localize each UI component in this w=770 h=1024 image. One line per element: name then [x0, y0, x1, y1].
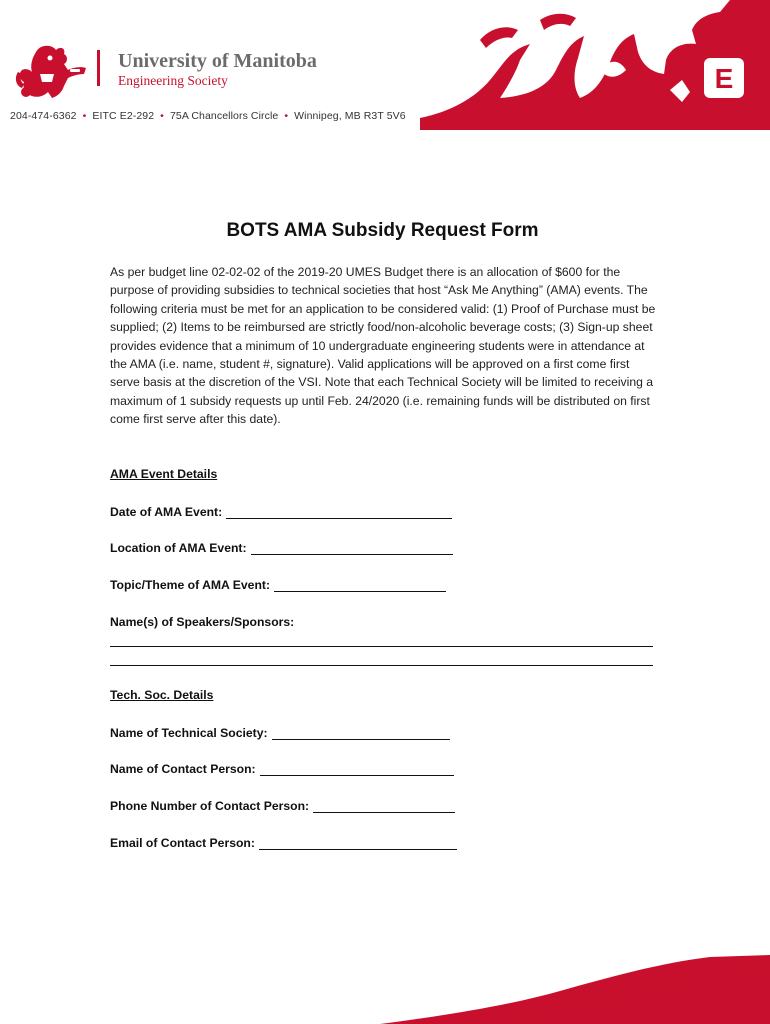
speakers-label: Name(s) of Speakers/Sponsors: — [110, 615, 295, 629]
society-label: Name of Technical Society: — [110, 726, 268, 740]
bullet-separator: • — [82, 110, 87, 122]
date-label: Date of AMA Event: — [110, 505, 223, 519]
organization-name: University of Manitoba — [118, 50, 317, 72]
location-blank-line[interactable] — [251, 541, 453, 555]
speakers-blank-line-1[interactable] — [110, 646, 653, 647]
speakers-field — [110, 615, 294, 629]
society-blank-line[interactable] — [272, 726, 450, 740]
email-label: Email of Contact Person: — [110, 836, 255, 850]
footer-decorative-swoosh — [380, 955, 770, 1024]
contact-line — [10, 110, 406, 122]
contact-street: 75A Chancellors Circle — [169, 110, 279, 122]
contact-person-field[interactable] — [110, 762, 454, 776]
speakers-blank-line-2[interactable] — [110, 665, 653, 666]
location-field[interactable] — [110, 541, 453, 555]
phone-field[interactable] — [110, 799, 455, 813]
contact-city: Winnipeg, MB R3T 5V6 — [294, 110, 406, 122]
phone-label: Phone Number of Contact Person: — [110, 799, 310, 813]
organization-subtitle: Engineering Society — [118, 73, 228, 88]
topic-label: Topic/Theme of AMA Event: — [110, 578, 271, 592]
email-blank-line[interactable] — [259, 836, 457, 850]
letterhead — [0, 0, 770, 130]
form-title: BOTS AMA Subsidy Request Form — [226, 220, 539, 241]
event-details-heading: AMA Event Details — [110, 467, 218, 481]
intro-paragraph: As per budget line 02-02-02 of the 2019-20 UMES Budget there is an allocation of $600 for the purpose of providing subsidies to technical societies that host “Ask Me Anything” (AMA) events. The following criteria must be met for an application to be considered valid: (1) Proof of Purchase must be supplied; (2) Items to be reimbursed are strictly food/non-alcoholic beverage costs; (3) Sign-up sheet provides evidence that a minimum of 10 undergraduate engineering students were in attendance at the AMA (i.e. name, student #, signature). Valid applications will be approved on a first come first serve basis at the discretion of the VSI. Note that each Technical Society will be limited to receiving a maximum of 1 subsidy requests up until Feb. 24/2020 (i.e. remaining funds will be distributed on first come first serve after this date). — [110, 265, 656, 427]
bison-mascot-logo-icon — [14, 42, 88, 100]
date-blank-line[interactable] — [226, 505, 452, 519]
contact-person-blank-line[interactable] — [260, 762, 454, 776]
email-field[interactable] — [110, 836, 457, 850]
header-badge-letter: E — [714, 63, 734, 94]
bullet-separator: • — [284, 110, 289, 122]
contact-person-label: Name of Contact Person: — [110, 762, 256, 776]
contact-room: EITC E2-292 — [92, 110, 155, 122]
bullet-separator: • — [160, 110, 164, 122]
phone-blank-line[interactable] — [313, 799, 455, 813]
logo-divider — [97, 50, 100, 86]
society-field[interactable] — [110, 726, 450, 740]
date-field[interactable] — [110, 505, 452, 519]
topic-blank-line[interactable] — [274, 578, 446, 592]
location-label: Location of AMA Event: — [110, 541, 247, 555]
topic-field[interactable] — [110, 578, 446, 592]
contact-phone: 204-474-6362 — [10, 110, 77, 122]
header-decorative-banner — [420, 0, 770, 130]
society-details-heading: Tech. Soc. Details — [110, 688, 214, 702]
